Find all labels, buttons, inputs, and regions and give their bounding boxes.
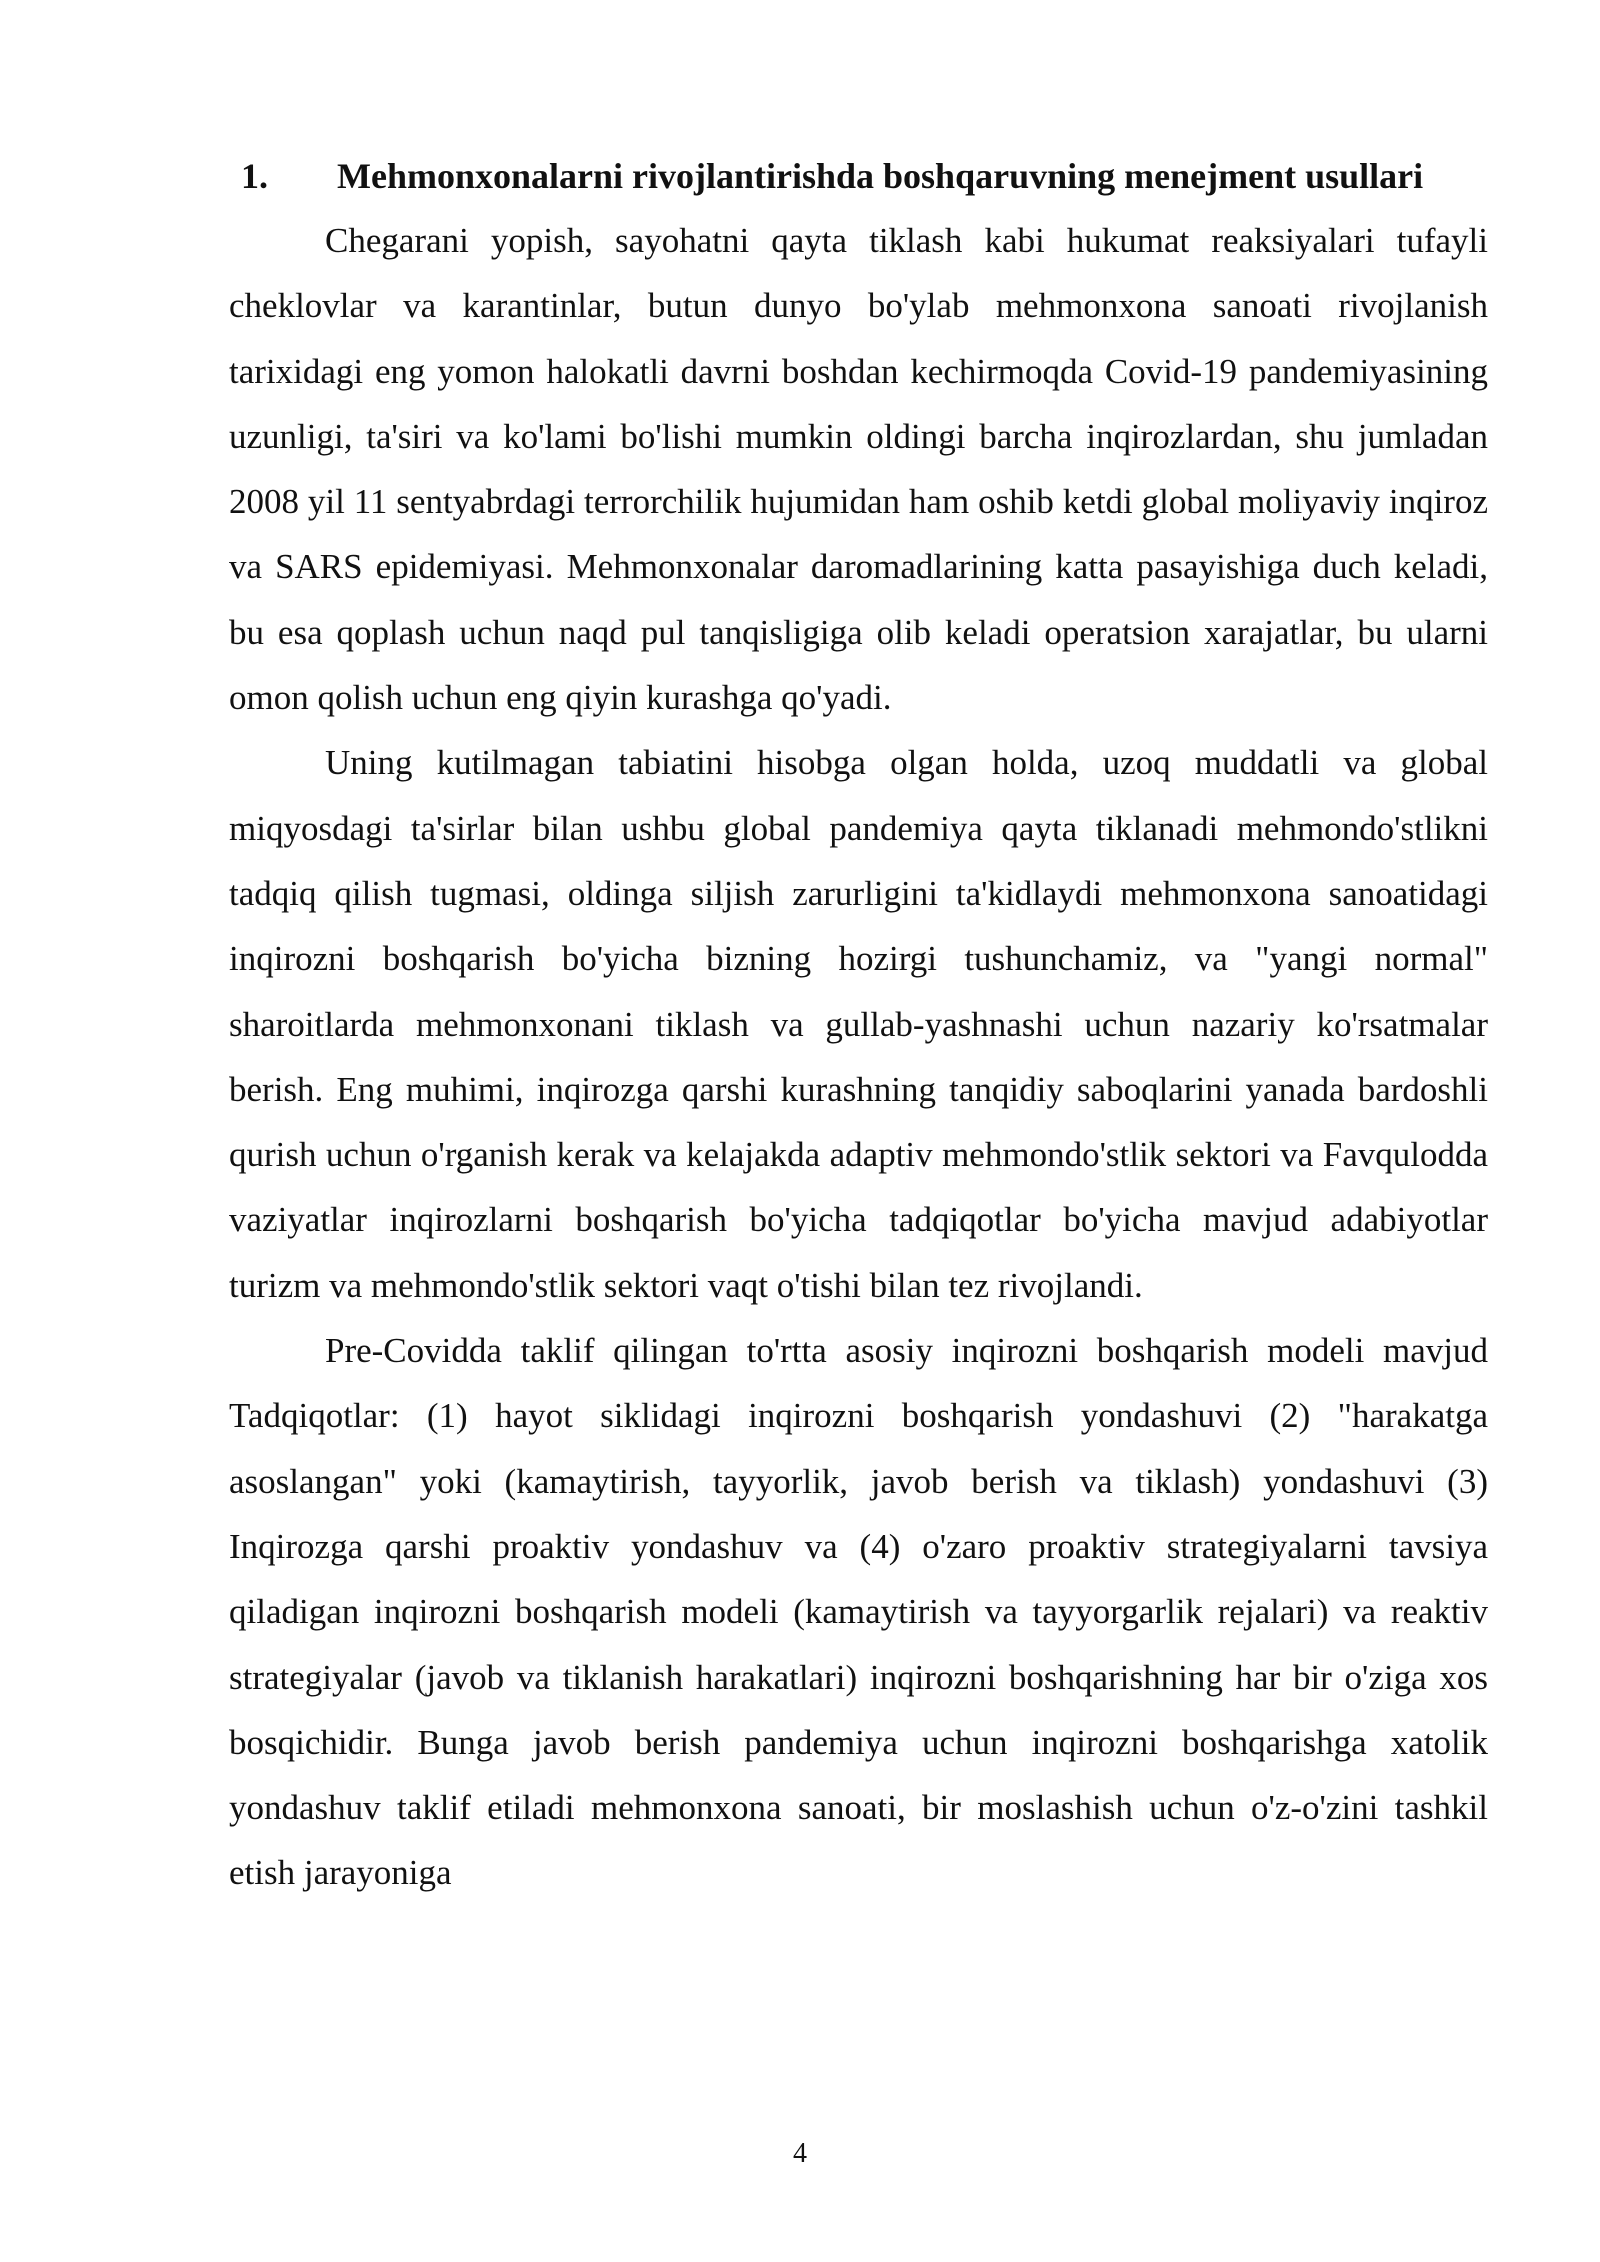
paragraph-1: Chegarani yopish, sayohatni qayta tiklash kabi hukumat reaksiyalari tufayli cheklovlar va karantinlar, butun dunyo bo'ylab mehmonxona sanoati rivojlanish tarixidagi eng yomon halokatli davrni boshdan kechirmoqda Covid-19 pandemiyasining uzunligi, ta'siri va ko'lami bo'lishi mumkin oldingi barcha inqirozlardan, shu jumladan 2008 yil 11 sentyabrdagi terrorchilik hujumidan ham oshib ketdi global moliyaviy inqiroz va SARS epidemiyasi. Mehmonxonalar daromadlarining katta pasayishiga duch keladi, bu esa qoplash uchun naqd pul tanqisligiga olib keladi operatsion xarajatlar, bu ularni omon qolish uchun eng qiyin kurashga qo'yadi. [229, 221, 1488, 718]
section-heading [241, 146, 1491, 206]
body-text [229, 208, 1488, 1906]
paragraph-3: Pre-Covidda taklif qilingan to'rtta asosiy inqirozni boshqarish modeli mavjud Tadqiqotlar: (1) hayot siklidagi inqirozni boshqarish yondashuvi (2) "harakatga asoslangan" yoki (kamaytirish, tayyorlik, javob berish va tiklash) yondashuvi (3) Inqirozga qarshi proaktiv yondashuv va (4) o'zaro proaktiv strategiyalarni tavsiya qiladigan inqirozni boshqarish modeli (kamaytirish va tayyorgarlik rejalari) va reaktiv strategiyalar (javob va tiklanish harakatlari) inqirozni boshqarishning har bir o'ziga xos bosqichidir. Bunga javob berish pandemiya uchun inqirozni boshqarishga xatolik yondashuv taklif etiladi mehmonxona sanoati, bir moslashish uchun o'z-o'zini tashkil etish jarayoniga [229, 1331, 1488, 1893]
section-number: 1. [241, 156, 268, 196]
page-number: 4 [793, 2138, 807, 2169]
paragraph-2: Uning kutilmagan tabiatini hisobga olgan holda, uzoq muddatli va global miqyosdagi ta'sirlar bilan ushbu global pandemiya qayta tiklanadi mehmondo'stlikni tadqiq qilish tugmasi, oldinga siljish zarurligini ta'kidlaydi mehmonxona sanoatidagi inqirozni boshqarish bo'yicha bizning hozirgi tushunchamiz, va "yangi normal" sharoitlarda mehmonxonani tiklash va gullab-yashnashi uchun nazariy ko'rsatmalar berish. Eng muhimi, inqirozga qarshi kurashning tanqidiy saboqlarini yanada bardoshli qurish uchun o'rganish kerak va kelajakda adaptiv mehmondo'stlik sektori va Favqulodda vaziyatlar inqirozlarni boshqarish bo'yicha tadqiqotlar bo'yicha mavjud adabiyotlar turizm va mehmondo'stlik sektori vaqt o'tishi bilan tez rivojlandi. [229, 743, 1488, 1305]
section-title: Mehmonxonalarni rivojlantirishda boshqaruvning menejment usullari [337, 156, 1424, 196]
